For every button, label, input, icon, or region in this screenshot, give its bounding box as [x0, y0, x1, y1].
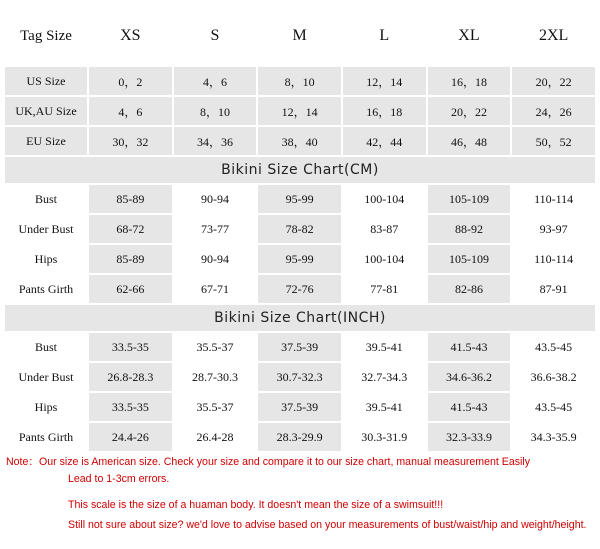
table-cell: 16，18 — [428, 67, 511, 95]
note-line-4: Still not sure about size? we'd love to advise based on your measurements of bust/waist/hip and weight/height. — [68, 519, 587, 531]
cm-under-bust-row — [5, 215, 595, 243]
table-cell: 12，14 — [343, 67, 426, 95]
table-cell: 30.7-32.3 — [258, 363, 341, 391]
table-cell: 28.7-30.3 — [174, 363, 257, 391]
table-cell: 38，40 — [258, 127, 341, 155]
table-cell: 87-91 — [512, 275, 595, 303]
table-cell: 30.3-31.9 — [343, 423, 426, 451]
header-row — [5, 7, 595, 65]
note-line-1: Note：Our size is American size. Check your size and compare it to our size chart, manual measurement Easily — [6, 456, 531, 468]
tag-size-label: Tag Size — [5, 7, 87, 65]
table-cell: 68-72 — [89, 215, 172, 243]
table-cell: 95-99 — [258, 245, 341, 273]
table-cell: 42，44 — [343, 127, 426, 155]
size-l-header: L — [343, 7, 426, 65]
table-cell: 32.7-34.3 — [343, 363, 426, 391]
cm-section-title: Bikini Size Chart(CM) — [5, 157, 595, 183]
table-cell: 82-86 — [428, 275, 511, 303]
inch-bust-row — [5, 333, 595, 361]
table-cell: 43.5-45 — [512, 393, 595, 421]
table-cell: 78-82 — [258, 215, 341, 243]
table-cell: 100-104 — [343, 185, 426, 213]
table-cell: 24，26 — [512, 97, 595, 125]
table-cell: 0，2 — [89, 67, 172, 95]
size-chart — [3, 5, 597, 453]
table-cell: 50，52 — [512, 127, 595, 155]
row-label: EU Size — [5, 127, 87, 155]
inch-under-bust-row — [5, 363, 595, 391]
table-cell: 43.5-45 — [512, 333, 595, 361]
row-label: Hips — [5, 245, 87, 273]
table-cell: 39.5-41 — [343, 393, 426, 421]
table-cell: 77-81 — [343, 275, 426, 303]
table-cell: 73-77 — [174, 215, 257, 243]
row-label: Pants Girth — [5, 423, 87, 451]
table-cell: 4，6 — [89, 97, 172, 125]
table-cell: 85-89 — [89, 185, 172, 213]
table-cell: 34，36 — [174, 127, 257, 155]
table-cell: 32.3-33.9 — [428, 423, 511, 451]
row-label: Hips — [5, 393, 87, 421]
table-cell: 95-99 — [258, 185, 341, 213]
table-cell: 8，10 — [258, 67, 341, 95]
cm-bust-row — [5, 185, 595, 213]
table-cell: 20，22 — [428, 97, 511, 125]
table-cell: 62-66 — [89, 275, 172, 303]
table-cell: 46，48 — [428, 127, 511, 155]
size-xs-header: XS — [89, 7, 172, 65]
note-line-3: This scale is the size of a huaman body. It doesn't mean the size of a swimsuit!!! — [68, 499, 444, 511]
cm-hips-row — [5, 245, 595, 273]
table-cell: 24.4-26 — [89, 423, 172, 451]
inch-pants-girth-row — [5, 423, 595, 451]
table-cell: 16，18 — [343, 97, 426, 125]
table-cell: 88-92 — [428, 215, 511, 243]
table-cell: 85-89 — [89, 245, 172, 273]
table-cell: 33.5-35 — [89, 333, 172, 361]
size-s-header: S — [174, 7, 257, 65]
table-cell: 100-104 — [343, 245, 426, 273]
size-table — [3, 5, 597, 453]
table-cell: 20，22 — [512, 67, 595, 95]
table-cell: 8，10 — [174, 97, 257, 125]
cm-section-header — [5, 157, 595, 183]
table-cell: 90-94 — [174, 185, 257, 213]
table-cell: 105-109 — [428, 185, 511, 213]
table-cell: 30，32 — [89, 127, 172, 155]
table-cell: 110-114 — [512, 245, 595, 273]
table-cell: 35.5-37 — [174, 333, 257, 361]
row-label: Pants Girth — [5, 275, 87, 303]
table-cell: 41.5-43 — [428, 393, 511, 421]
row-label: Bust — [5, 333, 87, 361]
size-2xl-header: 2XL — [512, 7, 595, 65]
size-m-header: M — [258, 7, 341, 65]
table-cell: 90-94 — [174, 245, 257, 273]
table-cell: 105-109 — [428, 245, 511, 273]
inch-section-title: Bikini Size Chart(INCH) — [5, 305, 595, 331]
table-cell: 26.4-28 — [174, 423, 257, 451]
table-cell: 72-76 — [258, 275, 341, 303]
table-cell: 33.5-35 — [89, 393, 172, 421]
table-cell: 28.3-29.9 — [258, 423, 341, 451]
inch-section-header — [5, 305, 595, 331]
cm-pants-girth-row — [5, 275, 595, 303]
table-cell: 34.6-36.2 — [428, 363, 511, 391]
row-label: US Size — [5, 67, 87, 95]
uk-au-size-row — [5, 97, 595, 125]
inch-hips-row — [5, 393, 595, 421]
table-cell: 41.5-43 — [428, 333, 511, 361]
note-line-2: Lead to 1-3cm errors. — [68, 473, 170, 485]
table-cell: 110-114 — [512, 185, 595, 213]
us-size-row — [5, 67, 595, 95]
row-label: UK,AU Size — [5, 97, 87, 125]
table-cell: 83-87 — [343, 215, 426, 243]
table-cell: 93-97 — [512, 215, 595, 243]
row-label: Under Bust — [5, 363, 87, 391]
row-label: Bust — [5, 185, 87, 213]
table-cell: 37.5-39 — [258, 333, 341, 361]
table-cell: 36.6-38.2 — [512, 363, 595, 391]
eu-size-row — [5, 127, 595, 155]
table-cell: 37.5-39 — [258, 393, 341, 421]
table-cell: 39.5-41 — [343, 333, 426, 361]
table-cell: 67-71 — [174, 275, 257, 303]
size-xl-header: XL — [428, 7, 511, 65]
row-label: Under Bust — [5, 215, 87, 243]
table-cell: 34.3-35.9 — [512, 423, 595, 451]
table-cell: 12，14 — [258, 97, 341, 125]
table-cell: 4，6 — [174, 67, 257, 95]
table-cell: 35.5-37 — [174, 393, 257, 421]
table-cell: 26.8-28.3 — [89, 363, 172, 391]
